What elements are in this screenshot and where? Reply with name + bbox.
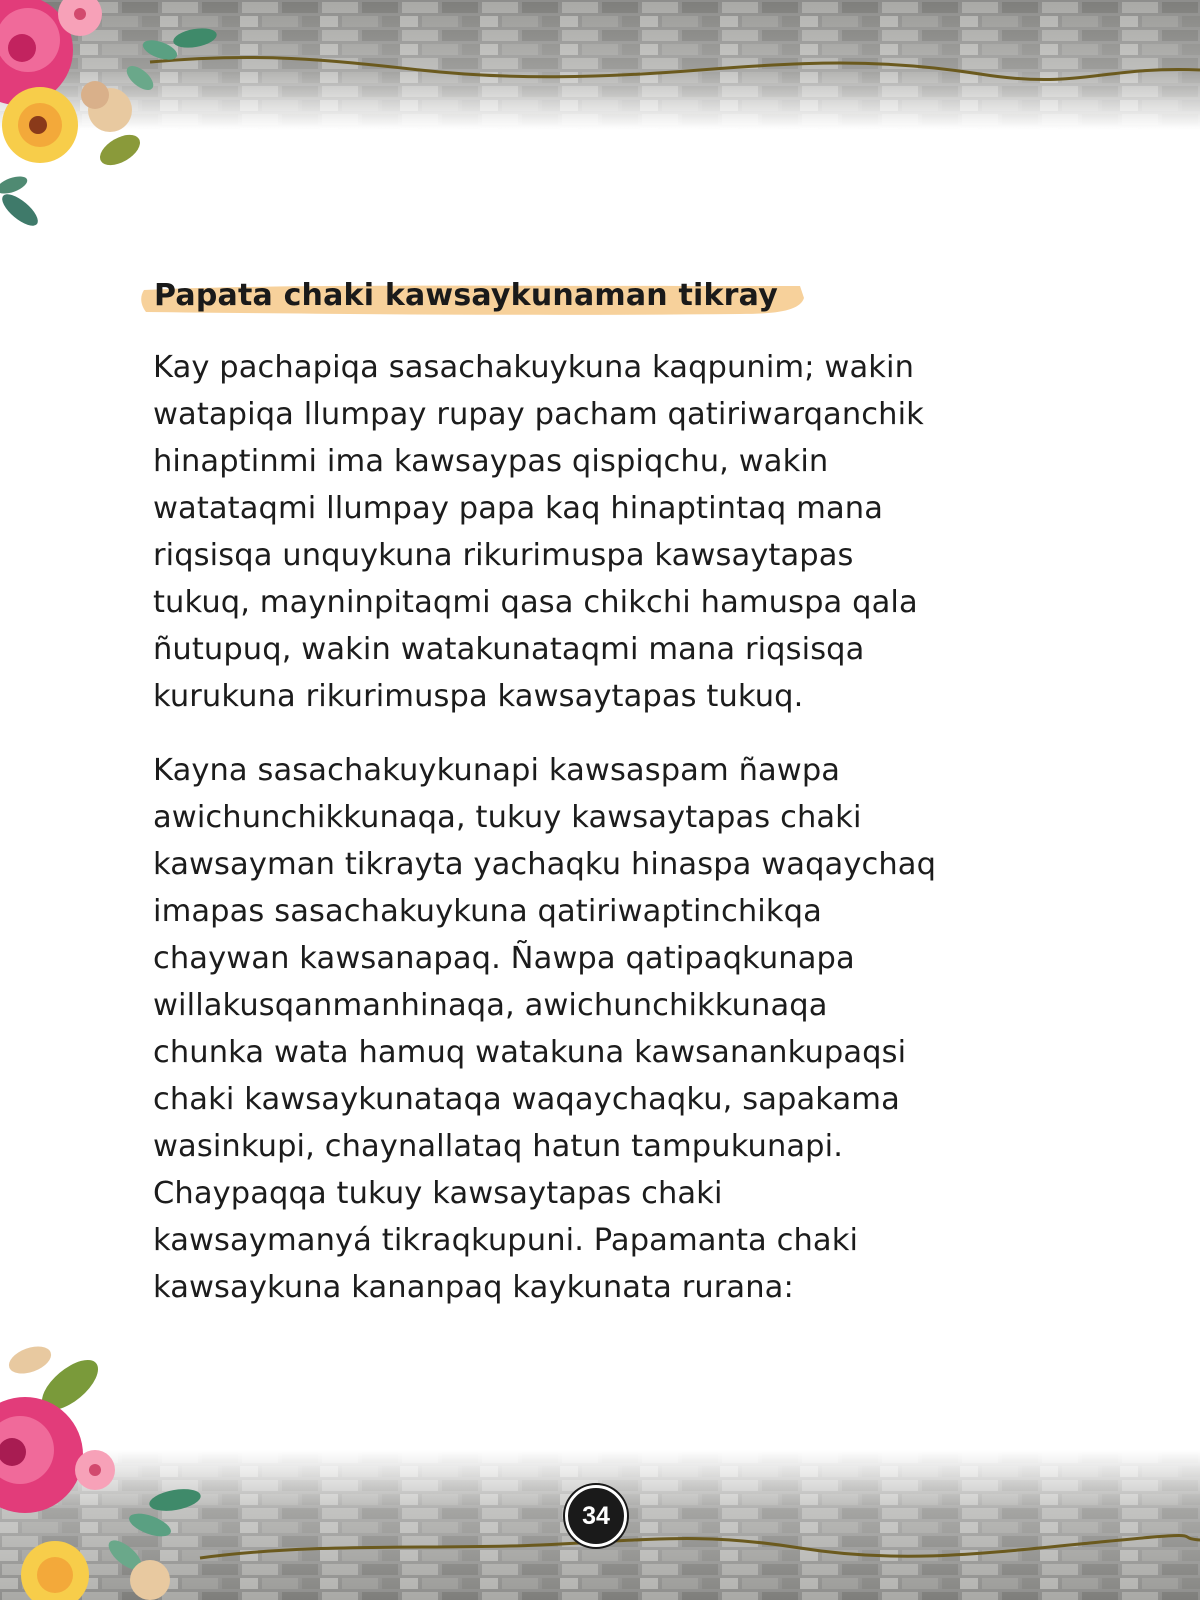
body-paragraph-2: Kayna sasachakuykunapi kawsaspam ñawpa awichunchikkunaqa, tukuy kawsaytapas chaki kawsayman tikrayta yachaqku hinaspa waqaychaq imapas sasachakuykuna qatiriwaptinchikqa chaywan kawsanapaq. Ñawpa qatipaqkunapa willakusqanmanhinaqa, awichunchikkunaqa chunka wata hamuq watakuna kawsanankupaqsi chaki kawsaykunataqa waqaychaqku, sapakama wasinkupi, chaynallataq hatun tampukunapi. Chaypaqqa tukuy kawsaytapas chaki kawsaymanyá tikraqkupuni. Papamanta chaki kawsaykuna kananpaq kaykunata rurana: xyxy=(153,753,937,1305)
flower-bouquet-icon xyxy=(0,1340,240,1600)
bottom-flower-decoration xyxy=(0,1340,240,1600)
flower-bouquet-icon xyxy=(0,0,230,250)
page-heading: Papata chaki kawsaykunaman tikray xyxy=(154,278,778,313)
body-paragraph-1: Kay pachapiqa sasachakuykuna kaqpunim; wakin watapiqa llumpay rupay pacham qatiriwarqanchik hinaptinmi ima kawsaypas qispiqchu, wakin watataqmi llumpay papa kaq hinaptintaq mana riqsisqa unquykuna rikurimuspa kawsaytapas tukuq, mayninpitaqmi qasa chikchi hamuspa qala ñutupuq, wakin watakunataqmi mana riqsisqa kurukuna rikurimuspa kawsaytapas tukuq. xyxy=(153,350,924,714)
page-number-badge: 34 xyxy=(565,1485,627,1547)
top-flower-decoration xyxy=(0,0,230,250)
section-heading-block xyxy=(140,272,808,324)
